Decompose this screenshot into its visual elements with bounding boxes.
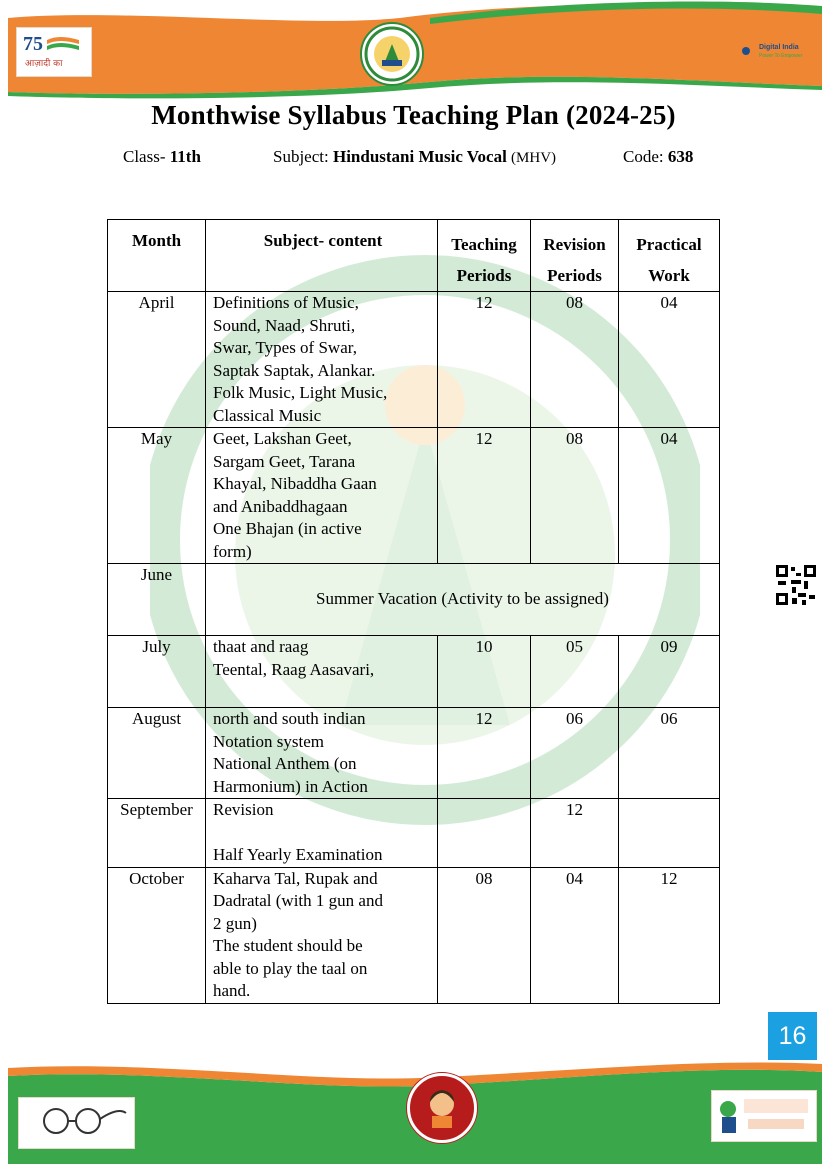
row-practical: 06 [619,708,720,799]
row-content: Kaharva Tal, Rupak and Dadratal (with 1 gun and 2 gun) The student should be able to play the taal on hand. [206,867,438,1003]
row-practical: 04 [619,292,720,428]
azadi-ka-amrit-mahotsav-logo [16,27,92,77]
svg-text:Digital India: Digital India [759,44,799,51]
subject-label: Subject: [273,147,329,166]
row-practical [619,799,720,868]
syllabus-table [107,219,720,1004]
header-practical: Practical Work [619,220,720,292]
class-value: 11th [169,147,201,166]
right-to-education-logo [711,1090,817,1142]
row-practical: 09 [619,636,720,708]
subject-abbr: (MHV) [511,150,557,166]
row-content: Geet, Lakshan Geet, Sargam Geet, Tarana Khayal, Nibaddha Gaan and Anibaddhagaan One Bhajan (in active form) [206,428,438,564]
table-row [108,564,720,636]
row-revision: 06 [531,708,619,799]
swachh-bharat-logo [18,1097,135,1149]
row-month: April [108,292,206,428]
row-month: October [108,867,206,1003]
row-revision: 08 [531,428,619,564]
row-month: July [108,636,206,708]
class-info [123,147,201,167]
row-practical: 04 [619,428,720,564]
row-teaching: 10 [438,636,531,708]
table-header-row [108,220,720,292]
row-month: September [108,799,206,868]
table-row [108,799,720,868]
svg-text:आज़ादी का: आज़ादी का [25,59,63,69]
board-emblem-icon [360,22,424,86]
row-month: May [108,428,206,564]
subject-value: Hindustani Music Vocal [332,147,507,166]
digital-india-logo [735,33,805,69]
page-number: 16 [768,1012,817,1060]
beti-bachao-logo [407,1073,477,1143]
table-row [108,708,720,799]
svg-text:Power To Empower: Power To Empower [759,53,803,59]
row-revision: 12 [531,799,619,868]
row-month: June [108,564,206,636]
row-content: Definitions of Music, Sound, Naad, Shruti, Swar, Types of Swar, Saptak Saptak, Alankar. Folk Music, Light Music, Classical Music [206,292,438,428]
table-row [108,636,720,708]
svg-text:75: 75 [23,33,43,55]
qr-code-icon [776,565,816,605]
code-value: 638 [667,147,694,166]
row-teaching [438,799,531,868]
row-month: August [108,708,206,799]
row-teaching: 08 [438,867,531,1003]
row-content: thaat and raag Teental, Raag Aasavari, [206,636,438,708]
page-title: Monthwise Syllabus Teaching Plan (2024-25) [151,100,676,130]
code-label: Code: [623,147,664,166]
code-info [623,147,693,167]
table-row [108,292,720,428]
row-teaching: 12 [438,428,531,564]
row-teaching: 12 [438,708,531,799]
header-teaching: Teaching Periods [438,220,531,292]
row-content: north and south indian Notation system National Anthem (on Harmonium) in Action [206,708,438,799]
subject-info [273,147,556,167]
table-row [108,867,720,1003]
header-content: Subject- content [206,220,438,292]
header-revision: Revision Periods [531,220,619,292]
header-month: Month [108,220,206,292]
table-row [108,428,720,564]
row-content: Revision Half Yearly Examination [206,799,438,868]
row-practical: 12 [619,867,720,1003]
row-teaching: 12 [438,292,531,428]
row-revision: 05 [531,636,619,708]
summer-vacation-cell: Summer Vacation (Activity to be assigned) [206,564,720,636]
class-label: Class- [123,147,166,166]
row-revision: 04 [531,867,619,1003]
row-revision: 08 [531,292,619,428]
